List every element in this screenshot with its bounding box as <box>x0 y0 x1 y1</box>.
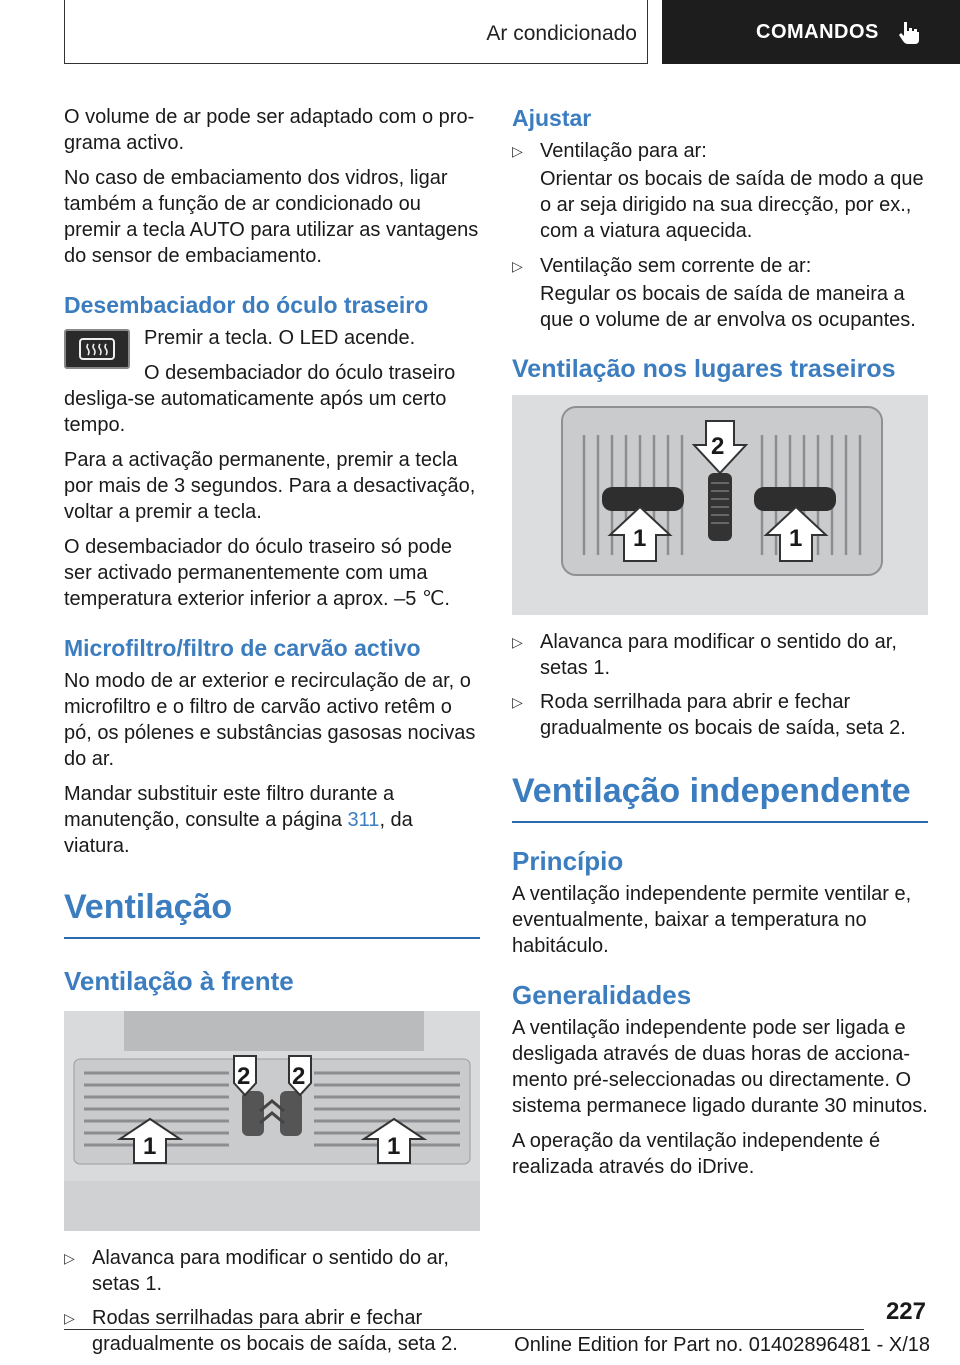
triangle-right-icon: ▷ <box>512 258 523 274</box>
paragraph: Regular os bocais de saída de maneira a que o volume de ar envolva os ocupantes. <box>540 283 916 331</box>
chapter-banner <box>662 0 960 64</box>
list-item-text: Ventilação para ar: <box>540 140 707 162</box>
paragraph: O desembaciador do óculo traseiro desliga-se automaticamente após um certo tempo. <box>64 362 456 436</box>
paragraph: A ventilação independente permite ventilar e, eventualmente, baixar a temperatura no habitáculo. <box>512 883 912 957</box>
heading-independent-ventilation: Ventilação independente <box>512 771 928 823</box>
heading-front-ventilation: Ventilação à frente <box>64 966 294 996</box>
right-column <box>512 104 928 1189</box>
paragraph: A ventilação independente pode ser ligada e desligada através de duas horas de accionamento pré-seleccionadas ou directamente. O sistema permanece ligado durante 30 minutos. <box>512 1017 928 1117</box>
arrow-label-1: 1 <box>387 1133 401 1160</box>
paragraph: Premir a tecla. O LED acende. <box>144 327 416 349</box>
heading-rear-defrost: Desembaciador do óculo traseiro <box>64 292 429 318</box>
paragraph: Orientar os bocais de saída de modo a que o ar seja dirigido na sua direcção, por ex., com a viatura aquecida. <box>540 168 924 242</box>
list-item <box>64 1245 480 1297</box>
paragraph-text: Mandar substituir este filtro durante a manutenção, consulte a página <box>64 783 395 831</box>
rear-vents-figure <box>512 395 928 615</box>
arrow-label-1: 1 <box>633 525 647 552</box>
footer-divider <box>64 1329 864 1330</box>
list-item <box>512 138 928 164</box>
heading-rear-ventilation: Ventilação nos lugares traseiros <box>512 355 896 383</box>
triangle-right-icon: ▷ <box>64 1310 75 1326</box>
paragraph: No modo de ar exterior e recirculação de ar, o microfiltro e o filtro de carvão activo retêm o pó, os pólenes e substâncias gasosas nocivas do ar. <box>64 670 476 770</box>
rear-window-defrost-icon <box>64 329 130 369</box>
arrow-label-2: 2 <box>292 1063 306 1090</box>
left-column <box>64 104 480 1365</box>
hand-pointer-icon <box>897 19 923 45</box>
heading-microfilter: Microfiltro/filtro de carvão activo <box>64 635 421 661</box>
heading-adjust: Ajustar <box>512 105 592 131</box>
paragraph: O volume de ar pode ser adaptado com o programa activo. <box>64 106 475 154</box>
triangle-right-icon: ▷ <box>512 634 523 650</box>
heading-general: Generalidades <box>512 980 692 1010</box>
list-item-text: Ventilação sem corrente de ar: <box>540 255 812 277</box>
chapter-title: COMANDOS <box>756 20 879 43</box>
footer-edition: Online Edition for Part no. 01402896481 - X/18 <box>514 1334 930 1356</box>
paragraph: No caso de embaciamento dos vidros, ligar também a função de ar condicionado ou premir a tecla AUTO para utilizar as vantagens do sensor de embaciamento. <box>64 167 479 267</box>
heading-ventilation: Ventilação <box>64 887 480 939</box>
section-title: Ar condicionado <box>486 22 637 45</box>
arrow-label-1: 1 <box>143 1133 157 1160</box>
front-vents-figure <box>64 1011 480 1231</box>
triangle-right-icon: ▷ <box>512 143 523 159</box>
paragraph-text: , da viatura. <box>64 809 413 857</box>
list-item <box>64 1305 480 1357</box>
arrow-label-2: 2 <box>237 1063 251 1090</box>
triangle-right-icon: ▷ <box>64 1250 75 1266</box>
list-item-text: Roda serrilhada para abrir e fechar gradualmente os bocais de saída, seta 2. <box>540 691 906 739</box>
arrow-label-2: 2 <box>711 433 725 460</box>
list-item <box>512 629 928 681</box>
paragraph: Para a activação permanente, premir a tecla por mais de 3 segundos. Para a desactivação, voltar a premir a tecla. <box>64 449 476 523</box>
list-item-text: Alavanca para modificar o sentido do ar, setas 1. <box>540 631 897 679</box>
page-number: 227 <box>885 1298 926 1325</box>
paragraph: O desembaciador do óculo traseiro só pode ser activado permanentemente com uma temperatura exterior inferior a aprox. ‒5 ℃. <box>64 536 453 610</box>
list-item <box>512 689 928 741</box>
list-item <box>512 253 928 279</box>
list-item-text: Alavanca para modificar o sentido do ar, setas 1. <box>92 1247 449 1295</box>
paragraph: A operação da ventilação independente é realizada através do iDrive. <box>512 1130 881 1178</box>
paragraph <box>64 781 480 859</box>
page-link[interactable]: 311 <box>347 809 380 831</box>
triangle-right-icon: ▷ <box>512 694 523 710</box>
list-item-text: Rodas serrilhadas para abrir e fechar gradualmente os bocais de saída, seta 2. <box>92 1307 458 1355</box>
heading-principle: Princípio <box>512 846 624 876</box>
arrow-label-1: 1 <box>789 525 803 552</box>
